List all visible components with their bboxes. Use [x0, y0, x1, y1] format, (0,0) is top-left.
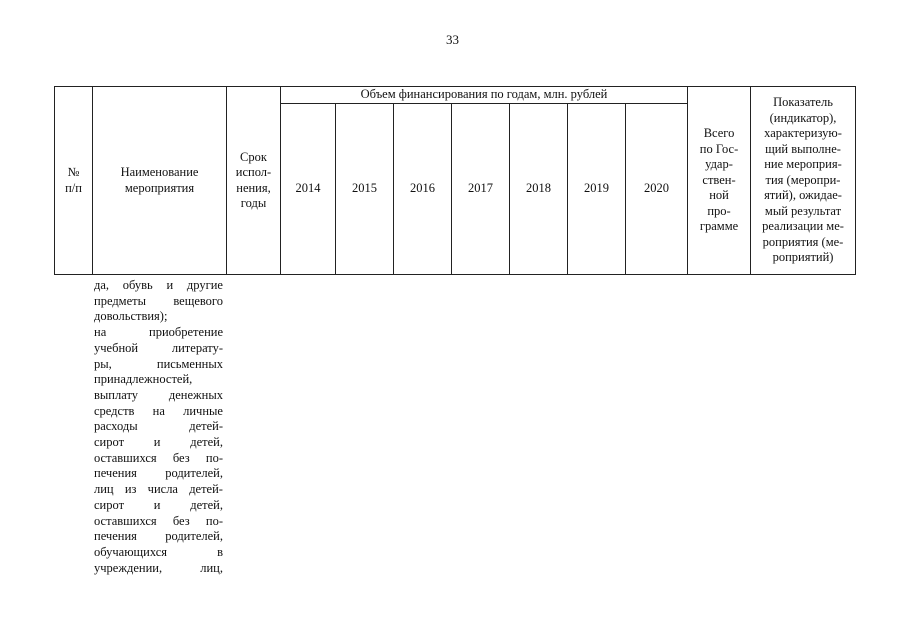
continuation-line: довольствия); [94, 309, 168, 324]
continuation-line: печения родителей, [94, 466, 223, 481]
continuation-line: расходы детей- [94, 419, 223, 434]
continuation-line: ры, письменных [94, 356, 223, 371]
header-year-2018: 2018 [510, 104, 568, 275]
header-year-2020: 2020 [626, 104, 688, 275]
continuation-line: лиц из числа детей- [94, 482, 223, 497]
header-funding-by-year: Объем финансирования по годам, млн. рублей [281, 87, 688, 104]
page-number: 33 [446, 32, 459, 47]
continuation-line: оставшихся без по- [94, 450, 223, 465]
continuation-line: принадлежностей, [94, 372, 193, 387]
continuation-line: средств на личные [94, 403, 223, 418]
continuation-line: сирот и детей, [94, 435, 223, 450]
header-total-program: Всего по Гос- удар- ствен- ной про- грамме [688, 87, 751, 275]
continuation-line: учебной литерату- [94, 340, 223, 355]
header-row-number: № п/п [55, 87, 93, 275]
activity-name-continuation [94, 278, 223, 576]
header-year-2019: 2019 [568, 104, 626, 275]
continuation-line: предметы вещевого [94, 293, 223, 308]
continuation-line: оставшихся без по- [94, 513, 223, 528]
header-year-2015: 2015 [336, 104, 394, 275]
continuation-line: выплату денежных [94, 387, 223, 402]
header-year-2016: 2016 [394, 104, 452, 275]
header-year-2014: 2014 [281, 104, 336, 275]
header-activity-name: Наименование мероприятия [93, 87, 227, 275]
header-year-2017: 2017 [452, 104, 510, 275]
continuation-line: печения родителей, [94, 529, 223, 544]
continuation-line: сирот и детей, [94, 497, 223, 512]
continuation-line: обучающихся в [94, 544, 223, 559]
header-execution-term: Срок испол- нения, годы [227, 87, 281, 275]
header-indicator: Показатель (индикатор), характеризую- щий выполне- ние мероприя- тия (меропри- ятий), ожидае- мый результат реализации ме- роприятия (ме- роприятий) [751, 87, 856, 275]
program-activities-table-header [54, 86, 856, 275]
continuation-line: на приобретение [94, 325, 223, 340]
continuation-line: учреждении, лиц, [94, 560, 223, 575]
continuation-line: да, обувь и другие [94, 278, 223, 292]
